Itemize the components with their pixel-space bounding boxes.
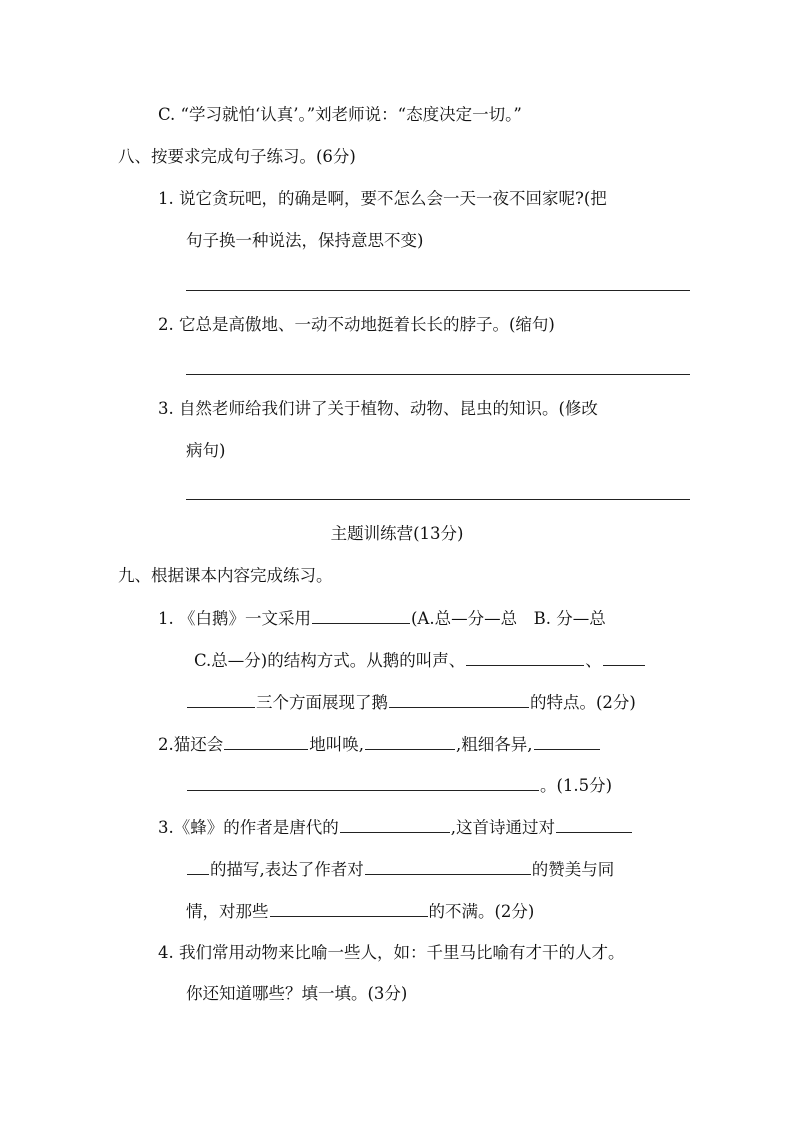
option-c: C. “学习就怕‘认真’。”刘老师说：“态度决定一切。” — [158, 105, 522, 124]
q9-3-text-c: 的描写,表达了作者对 — [210, 860, 364, 879]
q8-3-line2: 病句) — [186, 441, 226, 460]
q9-1-text-b: (A.总—分—总 B. 分—总 — [411, 609, 606, 628]
q9-2-blank-3-end[interactable] — [187, 773, 539, 791]
q9-2-text-d: 。(1.5分) — [540, 776, 613, 795]
q9-1-text-a: 1. 《白鹅》一文采用 — [158, 609, 311, 628]
q9-1-line1 — [158, 606, 606, 631]
q9-3-line2 — [186, 857, 614, 882]
q9-1-blank-structure[interactable] — [312, 606, 410, 624]
q9-1-blank-trait[interactable] — [389, 690, 529, 708]
q9-1-blank-aspect3-start[interactable] — [603, 648, 645, 666]
q9-1-line3 — [186, 690, 636, 715]
q9-2-text-c: ,粗细各异, — [456, 735, 533, 754]
q9-3-blank-praise[interactable] — [365, 857, 531, 875]
q8-1-answer-line[interactable] — [186, 290, 690, 291]
q9-3-text-b: ,这首诗通过对 — [450, 818, 555, 837]
q9-3-line1 — [158, 815, 633, 840]
q8-2: 2. 它总是高傲地、一动不动地挺着长长的脖子。(缩句) — [158, 315, 555, 334]
q9-2-line2 — [186, 773, 612, 798]
q9-1-blank-aspect3-end[interactable] — [187, 690, 255, 708]
q9-2-blank-3-start[interactable] — [534, 732, 600, 750]
q9-3-blank-object-start[interactable] — [556, 815, 632, 833]
q9-2-text-b: 地叫唤, — [309, 735, 364, 754]
q9-4-line2: 你还知道哪些？填一填。(3分) — [186, 984, 408, 1003]
q9-2-blank-2[interactable] — [365, 732, 455, 750]
theme-section-title: 主题训练营(13分) — [330, 524, 464, 543]
q8-3-line1: 3. 自然老师给我们讲了关于植物、动物、昆虫的知识。(修改 — [158, 399, 598, 418]
q9-4-line1: 4. 我们常用动物来比喻一些人，如：千里马比喻有才干的人才。 — [158, 943, 625, 962]
q9-3-text-f: 的不满。(2分) — [428, 902, 535, 921]
q8-1-line2: 句子换一种说法，保持意思不变) — [186, 231, 424, 250]
q9-1-text-f: 的特点。(2分) — [530, 693, 636, 712]
q9-3-blank-dislike[interactable] — [270, 899, 428, 917]
q9-1-blank-aspect2[interactable] — [466, 648, 584, 666]
q9-3-text-d: 的赞美与同 — [531, 860, 615, 879]
q9-2-line1 — [158, 732, 601, 757]
q8-1-line1: 1. 说它贪玩吧，的确是啊，要不怎么会一天一夜不回家呢?(把 — [158, 189, 607, 208]
q9-1-text-c: C.总—分)的结构方式。从鹅的叫声、 — [194, 651, 466, 670]
q9-1-text-e: 三个方面展现了鹅 — [256, 693, 388, 712]
q8-2-answer-line[interactable] — [186, 374, 690, 375]
q9-3-line3 — [186, 899, 534, 924]
q9-3-blank-object-end[interactable] — [187, 857, 209, 875]
q9-2-blank-1[interactable] — [224, 732, 308, 750]
q8-3-answer-line[interactable] — [186, 499, 690, 500]
q9-2-text-a: 2.猫还会 — [158, 735, 224, 754]
q9-3-blank-author[interactable] — [340, 815, 450, 833]
section-9-heading: 九、根据课本内容完成练习。 — [118, 566, 333, 585]
q9-3-text-a: 3.《蜂》的作者是唐代的 — [158, 818, 339, 837]
section-8-heading: 八、按要求完成句子练习。(6分) — [118, 147, 356, 166]
q9-3-text-e: 情，对那些 — [186, 902, 269, 921]
q9-1-text-d: 、 — [585, 651, 602, 670]
q9-1-line2 — [194, 648, 646, 673]
